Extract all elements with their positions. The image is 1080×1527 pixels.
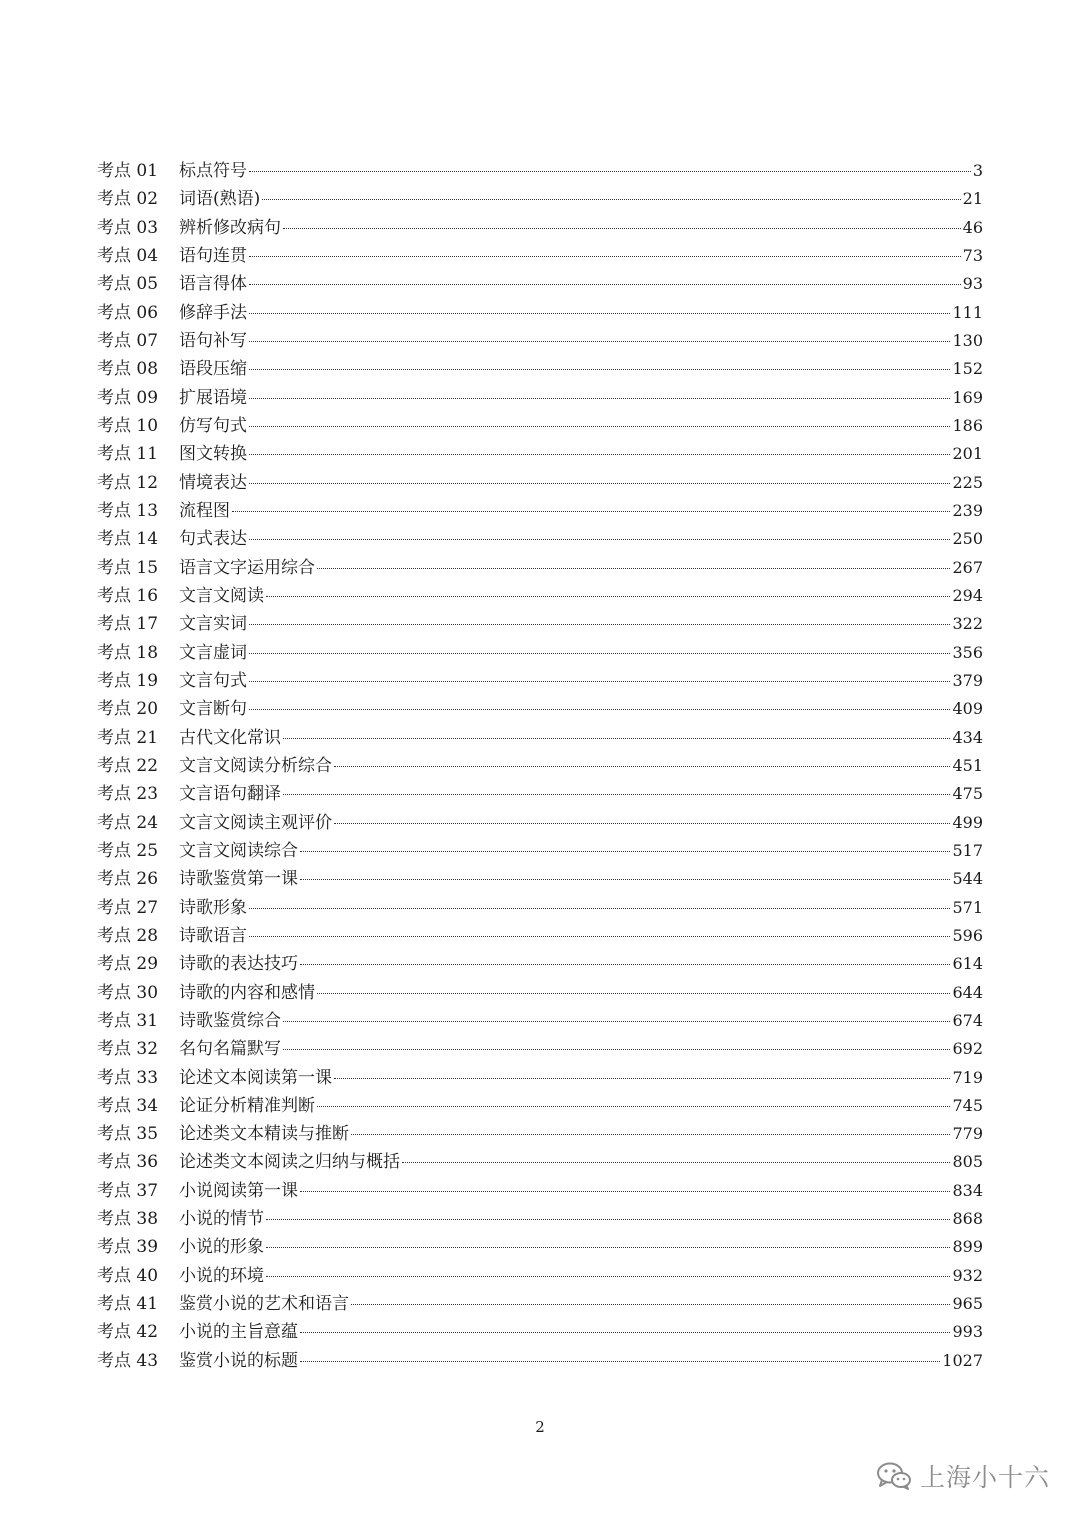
toc-entry-code: 考点 36 — [97, 1152, 159, 1173]
toc-entry — [97, 1177, 983, 1205]
toc-entry-code: 考点 34 — [97, 1095, 159, 1116]
toc-entry-title: 鉴赏小说的艺术和语言 — [179, 1294, 349, 1315]
dot-leader — [249, 283, 961, 285]
toc-entry-title: 小说阅读第一课 — [179, 1180, 298, 1201]
toc-entry-code: 考点 31 — [97, 1010, 159, 1031]
toc-entry-title: 鉴赏小说的标题 — [179, 1350, 298, 1371]
dot-leader — [300, 850, 950, 852]
dot-leader — [249, 482, 950, 484]
toc-entry — [97, 837, 983, 865]
dot-leader — [283, 227, 961, 229]
toc-entry — [97, 639, 983, 667]
toc-entry — [97, 440, 983, 468]
toc-entry-title: 论述类文本阅读之归纳与概括 — [179, 1152, 400, 1173]
toc-entry-page: 46 — [962, 217, 983, 237]
toc-entry-title: 语言文字运用综合 — [179, 557, 315, 578]
toc-entry-title: 流程图 — [179, 500, 230, 521]
dot-leader — [334, 765, 950, 767]
toc-entry — [97, 1205, 983, 1233]
toc-entry — [97, 242, 983, 270]
toc-entry-title: 文言句式 — [179, 670, 247, 691]
toc-entry-title: 句式表达 — [179, 529, 247, 550]
toc-entry-page: 745 — [952, 1095, 983, 1115]
dot-leader — [283, 1020, 950, 1022]
toc-entry-code: 考点 25 — [97, 840, 159, 861]
toc-entry-code: 考点 07 — [97, 330, 159, 351]
dot-leader — [249, 397, 950, 399]
toc-entry — [97, 412, 983, 440]
toc-entry — [97, 780, 983, 808]
toc-entry-code: 考点 29 — [97, 954, 159, 975]
toc-entry-title: 小说的主旨意蕴 — [179, 1322, 298, 1343]
toc-entry-code: 考点 05 — [97, 274, 159, 295]
toc-entry-page: 1027 — [942, 1350, 983, 1370]
toc-entry — [97, 214, 983, 242]
wechat-icon — [876, 1461, 912, 1491]
toc-entry — [97, 1064, 983, 1092]
toc-entry-page: 932 — [952, 1265, 983, 1285]
dot-leader — [266, 595, 950, 597]
toc-entry-title: 修辞手法 — [179, 302, 247, 323]
toc-entry-code: 考点 41 — [97, 1294, 159, 1315]
toc-entry-title: 仿写句式 — [179, 415, 247, 436]
toc-entry-page: 356 — [952, 642, 983, 662]
dot-leader — [249, 708, 950, 710]
toc-entry — [97, 1035, 983, 1063]
toc-entry-code: 考点 32 — [97, 1039, 159, 1060]
toc-entry — [97, 384, 983, 412]
toc-entry-title: 诗歌鉴赏第一课 — [179, 869, 298, 890]
dot-leader — [351, 1133, 950, 1135]
dot-leader — [283, 793, 950, 795]
toc-entry-page: 379 — [952, 670, 983, 690]
toc-entry — [97, 724, 983, 752]
toc-entry — [97, 950, 983, 978]
toc-entry — [97, 695, 983, 723]
dot-leader — [300, 878, 950, 880]
dot-leader — [317, 992, 950, 994]
dot-leader — [249, 170, 971, 172]
toc-entry-page: 250 — [952, 529, 983, 549]
toc-entry-code: 考点 33 — [97, 1067, 159, 1088]
dot-leader — [334, 822, 950, 824]
toc-entry — [97, 582, 983, 610]
toc-entry-title: 文言文阅读分析综合 — [179, 755, 332, 776]
toc-entry-page: 805 — [952, 1152, 983, 1172]
toc-entry-page: 239 — [952, 500, 983, 520]
toc-entry-code: 考点 18 — [97, 642, 159, 663]
toc-entry-page: 93 — [962, 274, 983, 294]
toc-entry-code: 考点 21 — [97, 727, 159, 748]
toc-entry-title: 名句名篇默写 — [179, 1039, 281, 1060]
toc-entry-code: 考点 17 — [97, 614, 159, 635]
toc-entry — [97, 299, 983, 327]
toc-entry-page: 186 — [952, 415, 983, 435]
toc-entry-title: 论述文本阅读第一课 — [179, 1067, 332, 1088]
toc-entry-page: 3 — [972, 161, 983, 180]
dot-leader — [249, 935, 950, 937]
toc-entry-title: 标点符号 — [179, 161, 247, 181]
toc-entry-title: 情境表达 — [179, 472, 247, 493]
toc-entry-page: 899 — [952, 1237, 983, 1257]
dot-leader — [266, 1246, 950, 1248]
toc-entry-title: 小说的环境 — [179, 1265, 264, 1286]
dot-leader — [283, 737, 950, 739]
toc-entry-title: 小说的情节 — [179, 1209, 264, 1230]
toc-entry — [97, 979, 983, 1007]
toc-entry — [97, 554, 983, 582]
toc-entry-page: 868 — [952, 1209, 983, 1229]
toc-entry-title: 论证分析精准判断 — [179, 1095, 315, 1116]
toc-entry-title: 诗歌语言 — [179, 925, 247, 946]
toc-entry — [97, 469, 983, 497]
toc-entry — [97, 1262, 983, 1290]
toc-entry-page: 779 — [952, 1124, 983, 1144]
toc-entry — [97, 865, 983, 893]
toc-entry-page: 21 — [962, 189, 983, 209]
toc-entry-page: 225 — [952, 472, 983, 492]
watermark — [876, 1458, 1050, 1494]
toc-entry-title: 语句补写 — [179, 330, 247, 351]
toc-entry-page: 451 — [952, 755, 983, 775]
toc-entry-title: 文言断句 — [179, 699, 247, 720]
dot-leader — [249, 425, 950, 427]
toc-entry — [97, 1233, 983, 1261]
toc-entry-page: 674 — [952, 1010, 983, 1030]
toc-entry-page: 834 — [952, 1180, 983, 1200]
toc-entry-page: 993 — [952, 1322, 983, 1342]
toc-entry-code: 考点 43 — [97, 1350, 159, 1371]
toc-entry-code: 考点 39 — [97, 1237, 159, 1258]
toc-entry-title: 图文转换 — [179, 444, 247, 465]
toc-entry-code: 考点 06 — [97, 302, 159, 323]
toc-entry — [97, 1148, 983, 1176]
toc-entry-code: 考点 27 — [97, 897, 159, 918]
toc-entry-page: 73 — [962, 245, 983, 265]
toc-entry-code: 考点 15 — [97, 557, 159, 578]
toc-entry — [97, 752, 983, 780]
dot-leader — [249, 623, 950, 625]
toc-entry-page: 130 — [952, 330, 983, 350]
toc-entry-page: 614 — [952, 954, 983, 974]
dot-leader — [249, 652, 950, 654]
toc-entry-page: 596 — [952, 925, 983, 945]
toc-entry — [97, 1007, 983, 1035]
dot-leader — [300, 1190, 950, 1192]
toc-entry-code: 考点 24 — [97, 812, 159, 833]
toc-entry — [97, 1347, 983, 1375]
toc-entry-code: 考点 23 — [97, 784, 159, 805]
toc-entry — [97, 157, 983, 185]
toc-entry-code: 考点 40 — [97, 1265, 159, 1286]
toc-entry-page: 571 — [952, 897, 983, 917]
toc-entry-code: 考点 22 — [97, 755, 159, 776]
dot-leader — [249, 340, 950, 342]
toc-entry-code: 考点 13 — [97, 500, 159, 521]
toc-entry-title: 诗歌鉴赏综合 — [179, 1010, 281, 1031]
toc-entry — [97, 610, 983, 638]
toc-entry-code: 考点 09 — [97, 387, 159, 408]
dot-leader — [402, 1161, 950, 1163]
toc-entry — [97, 270, 983, 298]
toc-entry-page: 409 — [952, 699, 983, 719]
toc-entry-page: 111 — [952, 302, 983, 322]
toc-entry-title: 文言实词 — [179, 614, 247, 635]
dot-leader — [283, 1048, 950, 1050]
dot-leader — [249, 538, 950, 540]
toc-entry-title: 语言得体 — [179, 274, 247, 295]
toc-entry-title: 诗歌的表达技巧 — [179, 954, 298, 975]
toc-entry-page: 322 — [952, 614, 983, 634]
toc-entry — [97, 1290, 983, 1318]
toc-entry-title: 文言文阅读综合 — [179, 840, 298, 861]
toc-entry — [97, 1092, 983, 1120]
toc-entry-title: 词语(熟语) — [179, 189, 261, 210]
toc-entry-code: 考点 14 — [97, 529, 159, 550]
toc-entry — [97, 497, 983, 525]
table-of-contents — [97, 157, 983, 1375]
toc-entry-page: 152 — [952, 359, 983, 379]
toc-entry-page: 499 — [952, 812, 983, 832]
toc-entry — [97, 1120, 983, 1148]
dot-leader — [317, 1105, 950, 1107]
toc-entry-code: 考点 35 — [97, 1124, 159, 1145]
toc-entry-code: 考点 30 — [97, 982, 159, 1003]
toc-entry-page: 434 — [952, 727, 983, 747]
toc-entry-code: 考点 03 — [97, 217, 159, 238]
toc-entry — [97, 327, 983, 355]
toc-entry-title: 诗歌的内容和感情 — [179, 982, 315, 1003]
toc-entry — [97, 525, 983, 553]
dot-leader — [249, 368, 950, 370]
dot-leader — [232, 510, 950, 512]
toc-entry-code: 考点 38 — [97, 1209, 159, 1230]
dot-leader — [317, 567, 950, 569]
toc-entry — [97, 355, 983, 383]
toc-entry-page: 719 — [952, 1067, 983, 1087]
toc-entry-code: 考点 12 — [97, 472, 159, 493]
toc-entry-page: 267 — [952, 557, 983, 577]
dot-leader — [334, 1077, 950, 1079]
toc-entry-page: 517 — [952, 840, 983, 860]
toc-entry-title: 文言虚词 — [179, 642, 247, 663]
toc-entry-code: 考点 08 — [97, 359, 159, 380]
toc-entry-page: 294 — [952, 585, 983, 605]
toc-entry-title: 文言语句翻译 — [179, 784, 281, 805]
toc-entry-page: 965 — [952, 1294, 983, 1314]
dot-leader — [266, 1275, 950, 1277]
toc-entry-code: 考点 04 — [97, 245, 159, 266]
dot-leader — [249, 255, 961, 257]
toc-entry — [97, 1318, 983, 1346]
toc-entry-code: 考点 26 — [97, 869, 159, 890]
dot-leader — [351, 1303, 950, 1305]
toc-entry-page: 169 — [952, 387, 983, 407]
toc-entry-code: 考点 11 — [97, 444, 159, 465]
watermark-text: 上海小十六 — [919, 1463, 1050, 1492]
dot-leader — [300, 1331, 950, 1333]
dot-leader — [249, 312, 950, 314]
toc-entry-title: 诗歌形象 — [179, 897, 247, 918]
toc-entry-title: 语段压缩 — [179, 359, 247, 380]
toc-entry-title: 文言文阅读 — [179, 585, 264, 606]
toc-entry-code: 考点 01 — [97, 161, 159, 181]
toc-entry-page: 475 — [952, 784, 983, 804]
toc-entry — [97, 667, 983, 695]
dot-leader — [249, 453, 950, 455]
toc-entry-page: 201 — [952, 444, 983, 464]
toc-entry-page: 644 — [952, 982, 983, 1002]
toc-entry — [97, 894, 983, 922]
dot-leader — [300, 1360, 940, 1362]
dot-leader — [300, 963, 950, 965]
toc-entry — [97, 809, 983, 837]
toc-entry-title: 论述类文本精读与推断 — [179, 1124, 349, 1145]
toc-entry-code: 考点 37 — [97, 1180, 159, 1201]
toc-entry-code: 考点 02 — [97, 189, 159, 210]
toc-entry — [97, 185, 983, 213]
toc-entry-page: 692 — [952, 1039, 983, 1059]
toc-entry-code: 考点 20 — [97, 699, 159, 720]
toc-entry-page: 544 — [952, 869, 983, 889]
toc-entry-code: 考点 28 — [97, 925, 159, 946]
toc-entry-code: 考点 10 — [97, 415, 159, 436]
toc-entry-code: 考点 16 — [97, 585, 159, 606]
toc-entry-title: 语句连贯 — [179, 245, 247, 266]
toc-entry-title: 扩展语境 — [179, 387, 247, 408]
toc-entry-title: 古代文化常识 — [179, 727, 281, 748]
toc-entry-title: 文言文阅读主观评价 — [179, 812, 332, 833]
toc-entry-title: 小说的形象 — [179, 1237, 264, 1258]
toc-entry-code: 考点 19 — [97, 670, 159, 691]
dot-leader — [266, 1218, 950, 1220]
dot-leader — [249, 680, 950, 682]
dot-leader — [262, 198, 960, 200]
page-number: 2 — [535, 1418, 545, 1436]
dot-leader — [249, 907, 950, 909]
toc-entry — [97, 922, 983, 950]
toc-entry-title: 辨析修改病句 — [179, 217, 281, 238]
toc-entry-code: 考点 42 — [97, 1322, 159, 1343]
